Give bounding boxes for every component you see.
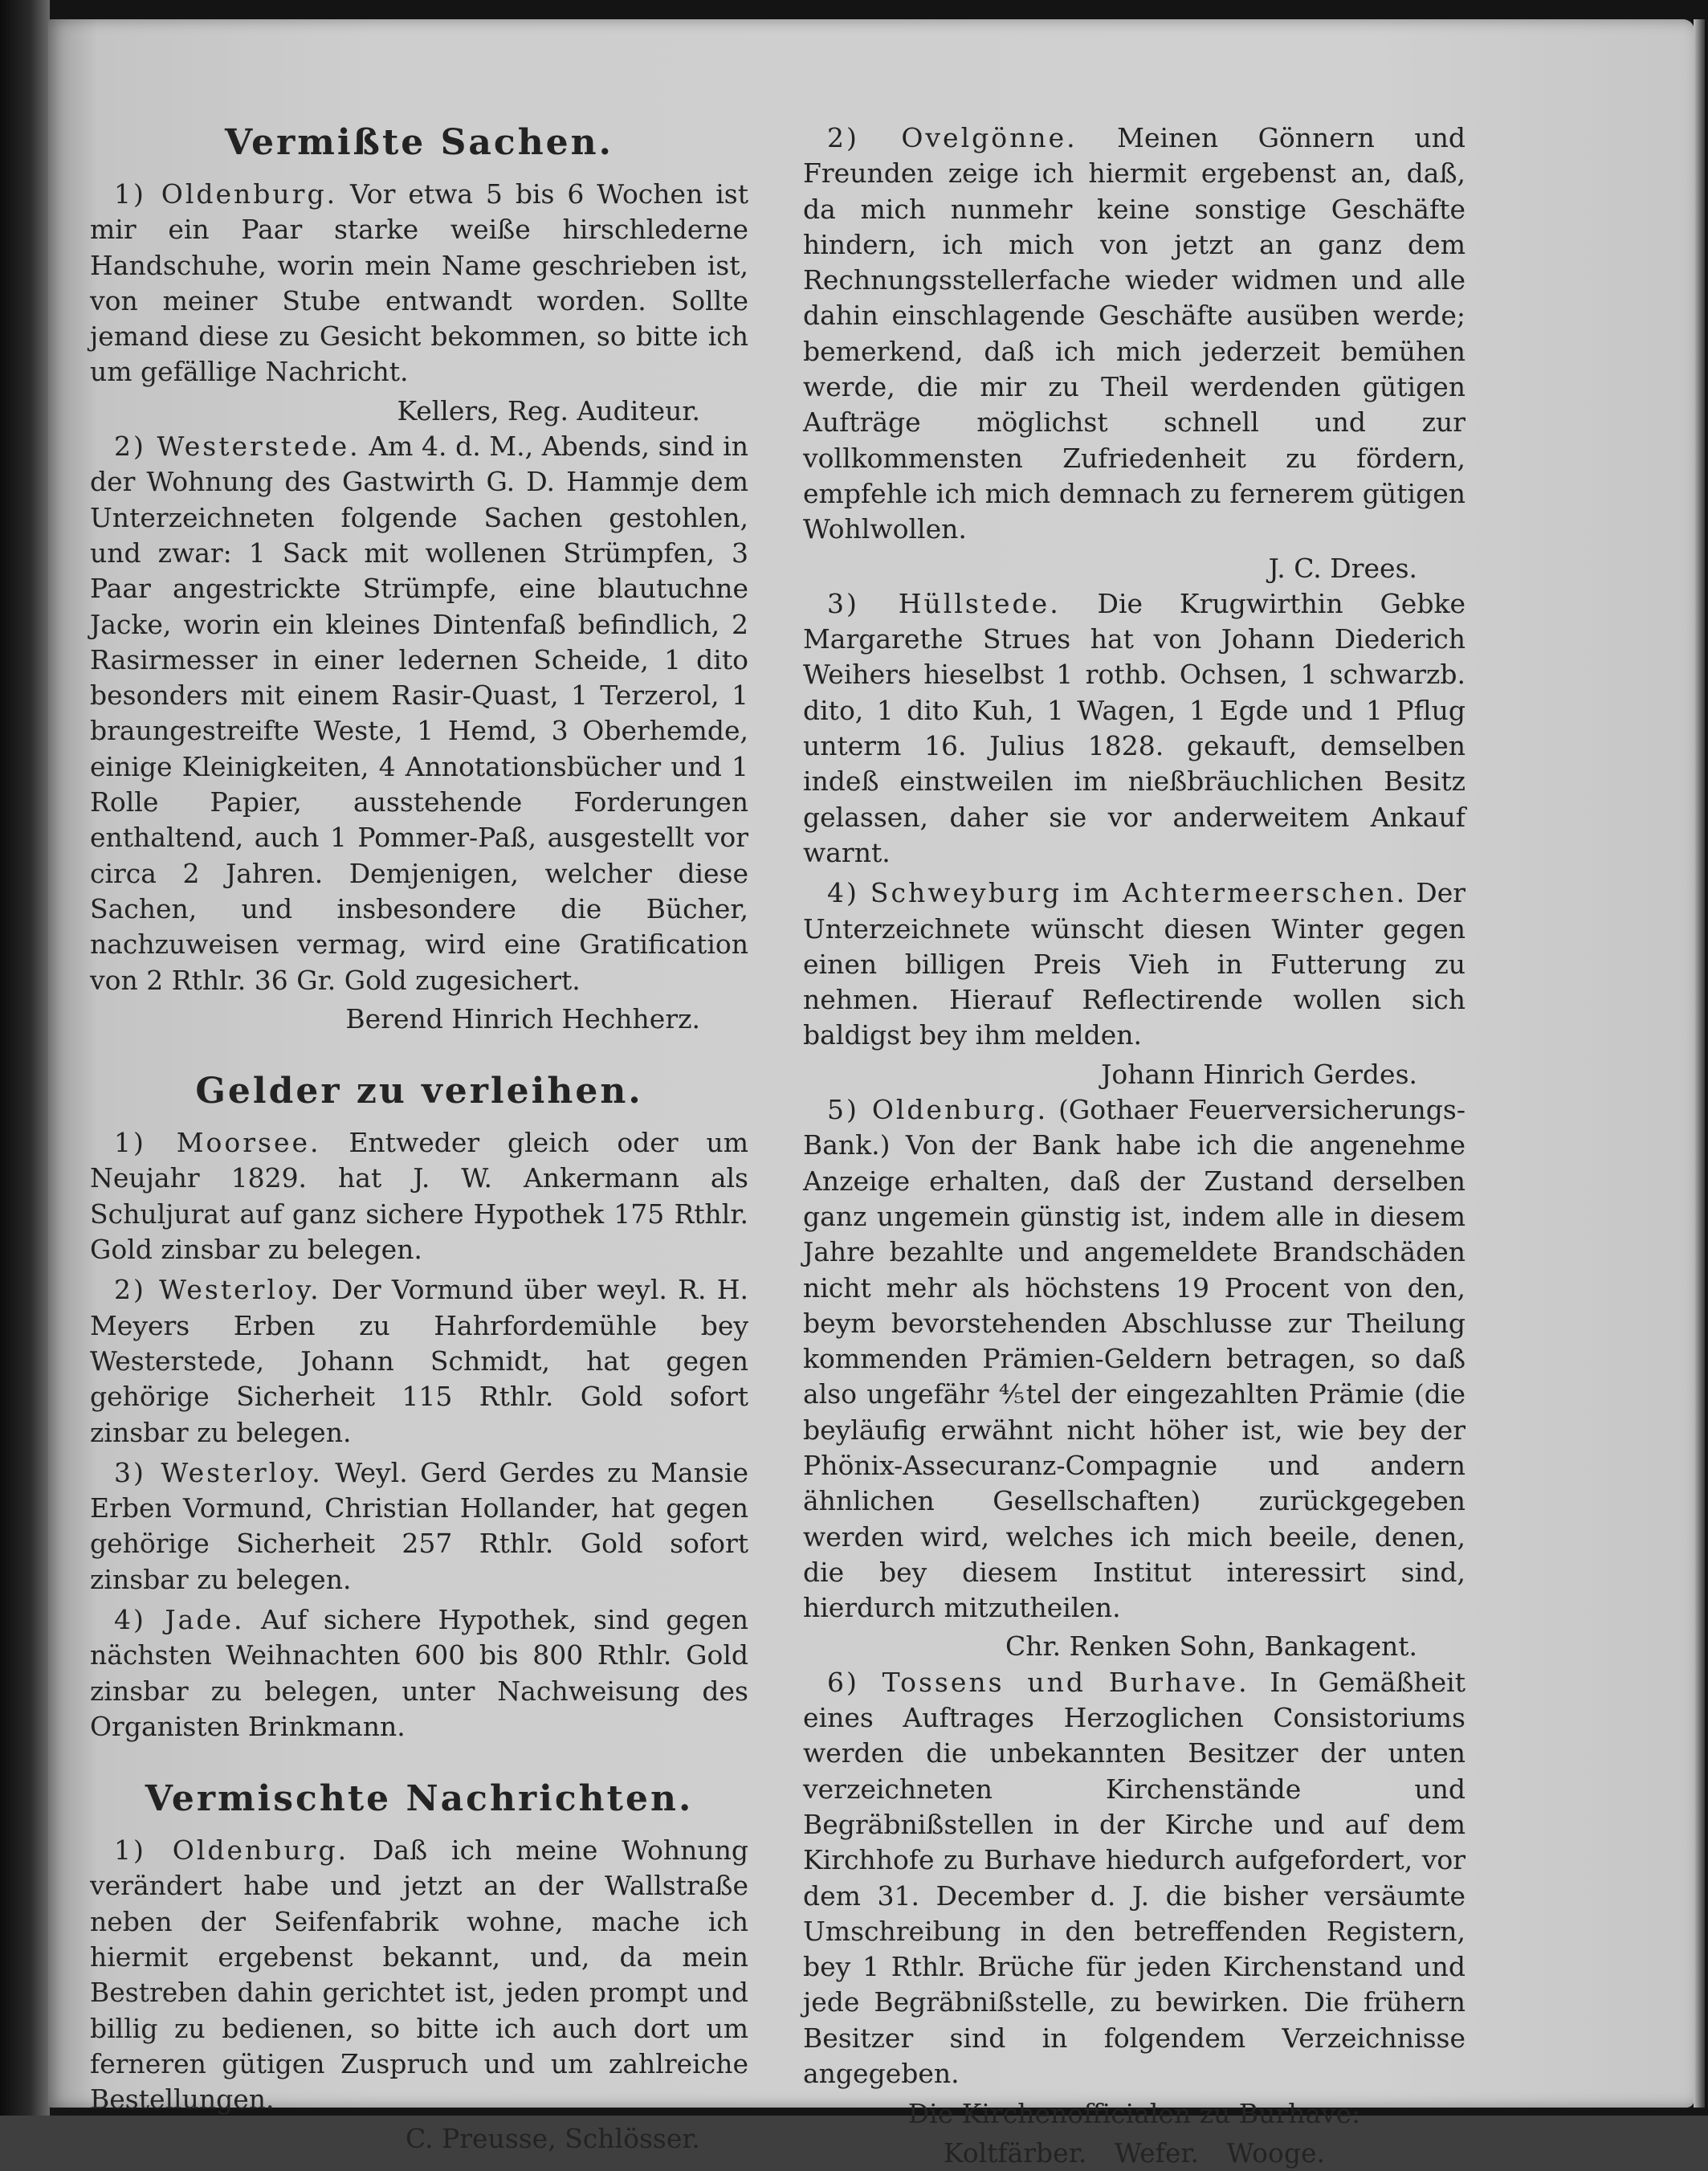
notice-schweyburg xyxy=(803,875,1465,1053)
notice-moorsee xyxy=(90,1125,748,1267)
signer-name: Wooge. xyxy=(1226,2136,1326,2169)
page-edge xyxy=(1694,19,1705,2108)
notice-text: Die Krugwirthin Gebke Margarethe Strues hat von Johann Diederich Weihers hieselbst 1 rothb. Ochsen, 1 schwarzb. dito, 1 dito Kuh, 1 Wagen, 1 Egde und 1 Pflug unterm 16. Julius 1828. gekauft, demselben indeß einstweilen im nießbräuchlichen Besitz gelassen, daher sie vor anderweitem Ankauf warnt. xyxy=(803,587,1465,868)
notice-westerloy-2 xyxy=(90,1455,748,1598)
notice-westerloy-1 xyxy=(90,1272,748,1450)
notice-text: Der Unterzeichnete wünscht diesen Winter gegen einen billigen Preis Vieh in Futterung zu nehmen. Hierauf Reflectirende wollen sich baldigst bey ihm melden. xyxy=(803,877,1465,1051)
notice-text: In Gemäßheit eines Auftrages Herzoglichen Consistoriums werden die unbekannten Besitzer der unten verzeichneten Kirchenstände und Begräbnißstellen in der Kirche und auf dem Kirchhofe zu Burhave hiedurch aufgefordert, vor dem 31. December d. J. die bisher versäumte Umschreibung in den betreffenden Registern, bey 1 Rthlr. Brüche für jeden Kirchenstand und jede Begräbnißstelle, zu bewirken. Die frühern Besitzer sind in folgendem Verzeichnisse angegeben. xyxy=(803,1666,1465,2090)
notice-place: 2) Westerloy. xyxy=(114,1274,321,1306)
notice-text: Der Vormund über weyl. R. H. Meyers Erben zu Hahrfordemühle bey Westerstede, Johann Schmidt, hat gegen gehörige Sicherheit 115 Rthlr. Gold sofort zinsbar zu belegen. xyxy=(90,1274,748,1448)
notice-place: 4) Jade. xyxy=(114,1603,245,1635)
notice-text: Meinen Gönnern und Freunden zeige ich hiermit ergebenst an, daß, da mich nunmehr keine sonstige Geschäfte hindern, ich mich von jetzt an ganz dem Rechnungsstellerfache wieder widmen und alle dahin einschlagende Geschäfte ausüben werde; bemerkend, daß ich mich jederzeit bemühen werde, die mir zu Theil werdenden gütigen Aufträge möglichst schnell und zur vollkommensten Zufriedenheit zu fördern, empfehle ich mich demnach zu fernerem gütigen Wohlwollen. xyxy=(803,122,1465,545)
right-column xyxy=(803,120,1465,2171)
notice-place: 1) Oldenburg. xyxy=(114,178,338,210)
notice-place: 1) Oldenburg. xyxy=(114,1834,349,1867)
notice-ovelgoenne xyxy=(803,120,1465,548)
notice-tossens-burhave xyxy=(803,1665,1465,2092)
notice-place: 3) Hüllstede. xyxy=(827,587,1061,619)
notice-signature: Die Kirchenofficialen zu Burhave: xyxy=(907,2098,1361,2130)
notice-text: (Gothaer Feuerversicherungs-Bank.) Von der Bank habe ich die angenehme Anzeige erhalten, daß der Zustand derselben ganz ungemein günstig ist, indem alle in diesem Jahre bezahlte und angemeldete Brandschäden nicht mehr als höchstens 19 Procent von den, beym bevorstehenden Abschlusse zur Theilung kommenden Prämien-Geldern betragen, so daß also ungefähr ⅘tel der eingezahlten Prämie (die beyläufig erwähnt nicht höher ist, wie bey der Phönix-Assecuranz-Compagnie und andern ähnlichen Gesellschaften) zurückgegeben werden wird, welches ich mich beeile, denen, die bey diesem Institut interessirt sind, hierdurch mitzutheilen. xyxy=(803,1094,1465,1624)
notice-signature: Berend Hinrich Hechherz. xyxy=(345,1002,700,1034)
notice-new-address xyxy=(90,1833,748,2117)
notice-text: Weyl. Gerd Gerdes zu Mansie Erben Vormund, Christian Hollander, hat gegen gehörige Sicherheit 257 Rthlr. Gold sofort zinsbar zu belegen. xyxy=(90,1456,749,1595)
section-heading-misc-news: Vermischte Nachrichten. xyxy=(145,1778,694,1820)
notice-place: 4) Schweyburg im Achtermeerschen. xyxy=(827,877,1408,909)
notice-text: Am 4. d. M., Abends, sind in der Wohnung des Gastwirth G. D. Hammje dem Unterzeichneten folgende Sachen gestohlen, und zwar: 1 Sack mit wollenen Strümpfen, 3 Paar angestrickte Strümpfe, eine blautuchne Jacke, worin ein kleines Dintenfaß befindlich, 2 Rasirmesser in einer ledernen Scheide, 1 dito besonders mit einem Rasir-Quast, 1 Terzerol, 1 braungestreifte Weste, 1 Hemd, 3 Oberhemde, einige Kleinigkeiten, 4 Annotationsbücher und 1 Rolle Papier, ausstehende Forderungen enthaltend, auch 1 Pommer-Paß, ausgestellt vor circa 2 Jahren. Demjenigen, welcher diese Sachen, und insbesondere die Bücher, nachzuweisen vermag, wird eine Gratification von 2 Rthlr. 36 Gr. Gold zugesichert. xyxy=(90,431,748,996)
signer-name: Koltfärber. xyxy=(943,2136,1087,2169)
left-column xyxy=(90,120,748,2157)
notice-stolen-goods xyxy=(90,429,748,998)
notice-text: Vor etwa 5 bis 6 Wochen ist mir ein Paar starke weiße hirschlederne Handschuhe, worin mein Name geschrieben ist, von meiner Stube entwandt worden. Sollte jemand diese zu Gesicht bekommen, so bitte ich um gefällige Nachricht. xyxy=(90,178,748,388)
notice-signature: Kellers, Reg. Auditeur. xyxy=(397,394,700,426)
notice-text: Auf sichere Hypothek, sind gegen nächsten Weihnachten 600 bis 800 Rthlr. Gold zinsbar zu belegen, unter Nachweisung des Organisten Brinkmann. xyxy=(90,1603,748,1742)
section-heading-money-to-lend: Gelder zu verleihen. xyxy=(195,1071,643,1112)
notice-signature: Chr. Renken Sohn, Bankagent. xyxy=(1005,1630,1417,1663)
notice-place: 2) Westerstede. xyxy=(114,431,361,463)
notice-place: 5) Oldenburg. xyxy=(827,1094,1049,1126)
notice-gotha-insurance xyxy=(803,1092,1465,1626)
notice-place: 3) Westerloy. xyxy=(114,1456,323,1488)
notice-signature: Johann Hinrich Gerdes. xyxy=(1101,1058,1417,1090)
notice-place: 6) Tossens und Burhave. xyxy=(827,1666,1249,1698)
notice-text: Daß ich meine Wohnung verändert habe und jetzt an der Wallstraße neben der Seifenfabrik wohne, mache ich hiermit ergebenst bekannt, und, da mein Bestreben dahin gerichtet ist, jeden prompt und billig zu bedienen, so bitte ich auch dort um ferneren gütigen Zuspruch und um zahlreiche Bestellungen. xyxy=(90,1834,748,2116)
notice-lost-gloves xyxy=(90,177,748,390)
notice-text: Entweder gleich oder um Neujahr 1829. hat J. W. Ankermann als Schuljurat auf ganz sichere Hypothek 175 Rthlr. Gold zinsbar zu belegen. xyxy=(90,1127,748,1266)
signer-list xyxy=(803,2136,1465,2171)
notice-place: 2) Ovelgönne. xyxy=(827,122,1078,153)
signer-name: Wefer. xyxy=(1114,2136,1199,2169)
notice-signature: J. C. Drees. xyxy=(1268,552,1417,584)
notice-signature: C. Preusse, Schlösser. xyxy=(406,2122,700,2154)
column-divider xyxy=(767,120,768,2048)
notice-place: 1) Moorsee. xyxy=(114,1127,321,1159)
notice-huellstede xyxy=(803,586,1465,871)
notice-jade xyxy=(90,1602,748,1745)
section-heading-lost-items: Vermißte Sachen. xyxy=(225,122,613,163)
book-spine xyxy=(0,0,50,2116)
